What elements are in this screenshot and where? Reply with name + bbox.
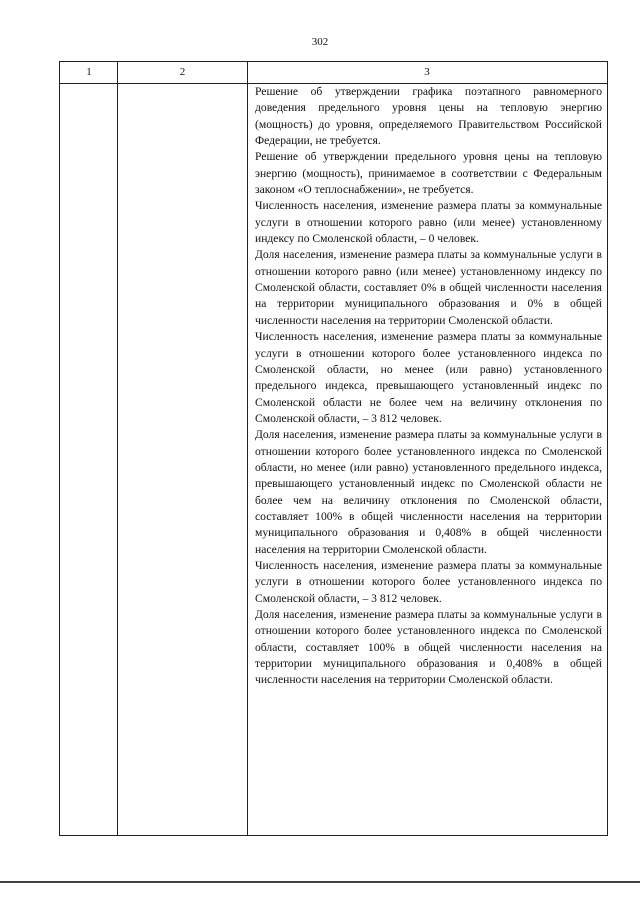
column-divider-1 [117, 62, 118, 835]
paragraph: Численность населения, изменение размера платы за коммунальные услуги в отношении которого равно (или менее) установленному индексу по Смоленской области, – 0 человек. [255, 199, 602, 246]
paragraph: Решение об утверждении предельного уровня цены на тепловую энергию (мощность), принимаемое в соответствии с Федеральным законом «О теплоснабжении», не требуется. [255, 150, 602, 197]
paragraph: Решение об утверждении графика поэтапного равномерного доведения предельного уровня цены на тепловую энергию (мощность) до уровня, определяемого Правительством Российской Федерации, не требуется. [255, 85, 602, 148]
header-col-1: 1 [86, 66, 92, 78]
header-col-2: 2 [179, 66, 186, 78]
paragraph: Численность населения, изменение размера платы за коммунальные услуги в отношении которого более установленного индекса по Смоленской области, – 3 812 человек. [255, 558, 602, 605]
paragraph: Доля населения, изменение размера платы за коммунальные услуги в отношении которого равно (или менее) установленному индексу по Смоленской области, составляет 0% в общей численности населения на территории муниципального образования и 0% в общей численности населения на территории Смоленской области. [255, 248, 602, 327]
page-bottom-rule [0, 881, 640, 883]
table-header-row [60, 62, 607, 84]
paragraph: Численность населения, изменение размера платы за коммунальные услуги в отношении которого более установленного индекса по Смоленской области, но менее (или равно) установленного предельного индекса, превышающего установленный индекс по Смоленской области не более чем на величину отклонения по Смоленской области, – 3 812 человек. [255, 330, 602, 425]
column-3-text [255, 84, 602, 689]
header-col-3: 3 [424, 66, 430, 78]
document-table [59, 61, 608, 836]
column-divider-2 [247, 62, 248, 835]
paragraph: Доля населения, изменение размера платы за коммунальные услуги в отношении которого более установленного индекса по Смоленской области, но менее (или равно) установленного предельного индекса, превышающего установленный индекс по Смоленской области не более чем на величину отклонения по Смоленской области, составляет 100% в общей численности населения на территории муниципального образования и 0,408% в общей численности населения на территории Смоленской области. [255, 428, 602, 556]
paragraph: Доля населения, изменение размера платы за коммунальные услуги в отношении которого более установленного индекса по Смоленской области, составляет 100% в общей численности населения на территории муниципального образования и 0,408% в общей численности населения на территории Смоленской области. [255, 608, 602, 687]
page-number: 302 [311, 36, 329, 48]
